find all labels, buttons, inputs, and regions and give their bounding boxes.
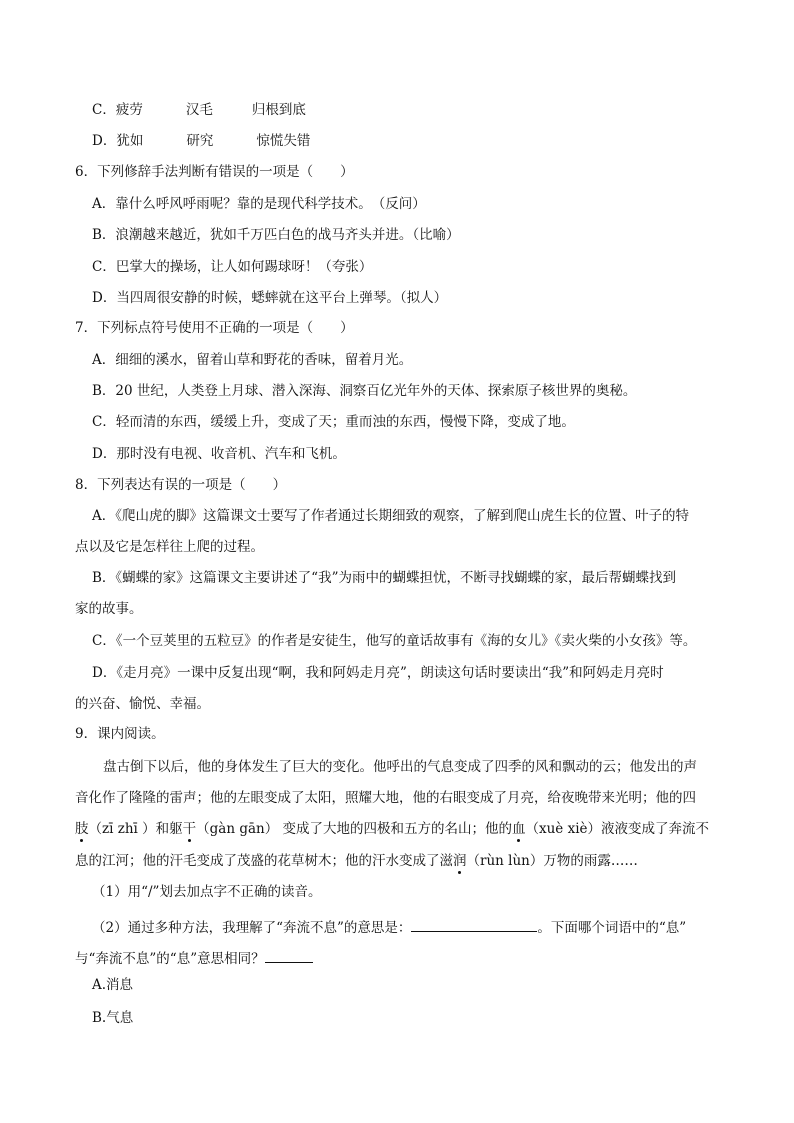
- q9-sub-1: （1）用“/”划去加点字不正确的读音。: [92, 884, 322, 900]
- q8-option-a-line1: A．《爬山虎的脚》这篇课文士要写了作者通过长期细致的观察，了解到爬山虎生长的位置、叶子的特: [92, 508, 689, 524]
- q9-option-a: A.消息: [92, 977, 134, 993]
- passage-line-3: [75, 823, 709, 837]
- passage-line-1: 盘古倒下以后，他的身体发生了巨大的变化。他呼出的气息变成了四季的风和飘动的云；他发出的声: [103, 759, 697, 775]
- passage-text: 。下面哪个词语中的“息”: [537, 920, 687, 936]
- passage-text: （gàn gān） 变成了大地的四极和五方的名山；他的: [196, 821, 512, 837]
- answer-blank-choice[interactable]: [265, 949, 313, 963]
- q7-option-b: B．20 世纪，人类登上月球、潜入深海、洞察百亿光年外的天体、探索原子核世界的奥秘。: [92, 383, 637, 399]
- passage-text: （xuè xiè）液液变成了奔流不: [525, 821, 710, 837]
- q8-stem: 8．下列表达有误的一项是（ ）: [75, 477, 287, 493]
- dotted-char: 干: [182, 821, 197, 837]
- q8-option-b-line2: 家的故事。: [75, 601, 143, 617]
- option-word-2: 研究: [186, 133, 214, 149]
- q7-option-a: A．细细的溪水，留着山草和野花的香味，留着月光。: [92, 352, 413, 368]
- dotted-char: 润: [453, 853, 467, 869]
- dotted-char: 肢: [75, 821, 89, 837]
- q9-option-b: B.气息: [92, 1010, 134, 1026]
- option-word-1: 疲劳: [115, 102, 143, 118]
- option-word-1: 犹如: [116, 133, 144, 149]
- q6-option-b: B．浪潮越来越近，犹如千万匹白色的战马齐头并进。（比喻）: [92, 227, 460, 243]
- option-letter: C．: [92, 102, 116, 118]
- q6-option-d: D．当四周很安静的时候，蟋蟀就在这平台上弹琴。（拟人）: [92, 290, 448, 306]
- passage-line-2: 音化作了隆隆的雷声；他的左眼变成了太阳，照耀大地，他的右眼变成了月亮，给夜晚带来光明；他的四: [75, 790, 696, 806]
- q8-option-d-line1: D．《走月亮》一课中反复出现“啊，我和阿妈走月亮”，朗读这句话时要读出“我”和阿妈走月亮时: [92, 665, 664, 681]
- passage-text: （2）通过多种方法，我理解了“奔流不息”的意思是：: [92, 920, 412, 936]
- option-letter: D．: [92, 133, 117, 149]
- passage-line-4: [75, 855, 638, 869]
- passage-text: （rùn lùn）万物的雨露……: [466, 853, 638, 869]
- q6-option-a: A．靠什么呼风呼雨呢？靠的是现代科学技术。 （反问）: [92, 196, 426, 212]
- option-word-2: 汉毛: [185, 102, 213, 118]
- q8-option-d-line2: 的兴奋、愉悦、幸福。: [75, 696, 210, 712]
- q9-stem: 9．课内阅读。: [75, 726, 165, 742]
- q8-option-c: C．《一个豆荚里的五粒豆》的作者是安徒生，他写的童话故事有《海的女儿》《卖火柴的小女孩》等。: [92, 633, 697, 649]
- option-word-3: 归根到底: [251, 102, 306, 118]
- passage-text: （zī zhī ）和躯: [88, 821, 183, 837]
- q8-option-b-line1: B．《蝴蝶的家》这篇课文主要讲述了“我”为雨中的蝴蝶担忧，不断寻找蝴蝶的家，最后帮蝴蝶找到: [92, 570, 676, 586]
- dotted-char: 血: [512, 821, 526, 837]
- q7-option-d: D．那时没有电视、收音机、汽车和飞机。: [92, 446, 346, 462]
- q5-option-c: [92, 104, 306, 118]
- q7-option-c: C．轻而清的东西，缓缓上升，变成了天；重而浊的东西，慢慢下降，变成了地。: [92, 414, 575, 430]
- q8-option-a-line2: 点以及它是怎样往上爬的过程。: [75, 539, 264, 555]
- answer-blank-meaning[interactable]: [411, 918, 537, 932]
- passage-text: 与“奔流不息”的“息”意思相同？: [75, 951, 265, 967]
- passage-text: 息的江河；他的汗毛变成了茂盛的花草树木；他的汗水变成了滋: [75, 853, 453, 869]
- q6-option-c: C．巴掌大的操场，让人如何踢球呀！（夸张）: [92, 259, 373, 275]
- q9-sub-2-line2: [75, 949, 313, 967]
- q7-stem: 7．下列标点符号使用不正确的一项是（ ）: [75, 320, 354, 336]
- option-word-3: 惊慌失错: [256, 133, 311, 149]
- q5-option-d: [92, 135, 310, 149]
- q6-stem: 6．下列修辞手法判断有错误的一项是（ ）: [75, 164, 354, 180]
- q9-sub-2-line1: [92, 918, 686, 936]
